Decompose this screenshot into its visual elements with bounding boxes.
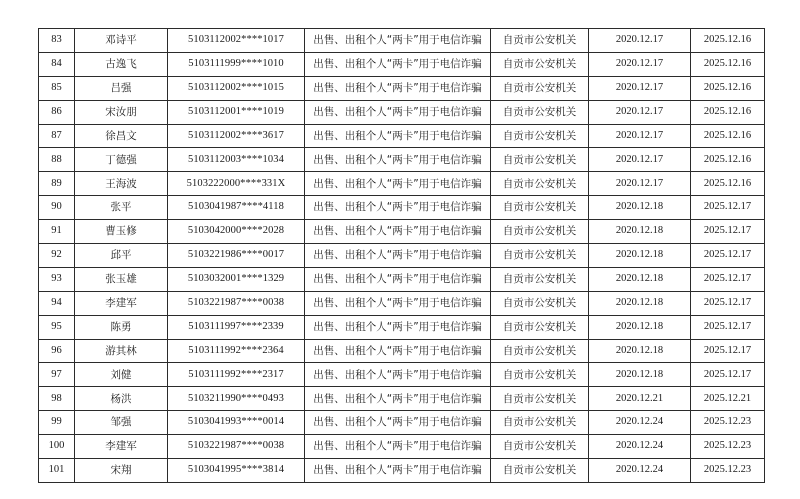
row-number-cell: 100 xyxy=(39,435,75,459)
end-date-cell: 2025.12.17 xyxy=(691,363,765,387)
person-name-cell: 游其林 xyxy=(75,339,168,363)
row-number-cell: 101 xyxy=(39,459,75,483)
person-name-cell: 徐昌文 xyxy=(75,124,168,148)
person-name-cell: 张平 xyxy=(75,196,168,220)
person-name-cell: 杨洪 xyxy=(75,387,168,411)
table-row xyxy=(39,220,765,244)
reason-cell: 出售、出租个人“两卡”用于电信诈骗 xyxy=(305,363,491,387)
id-number-cell: 5103112001****1019 xyxy=(168,100,305,124)
person-name-cell: 丁德强 xyxy=(75,148,168,172)
end-date-cell: 2025.12.17 xyxy=(691,315,765,339)
id-number-cell: 5103112002****3617 xyxy=(168,124,305,148)
reason-cell: 出售、出租个人“两卡”用于电信诈骗 xyxy=(305,435,491,459)
reason-cell: 出售、出租个人“两卡”用于电信诈骗 xyxy=(305,172,491,196)
table-row xyxy=(39,76,765,100)
authority-cell: 自贡市公安机关 xyxy=(491,76,589,100)
end-date-cell: 2025.12.17 xyxy=(691,339,765,363)
start-date-cell: 2020.12.17 xyxy=(589,172,691,196)
table-row xyxy=(39,172,765,196)
row-number-cell: 90 xyxy=(39,196,75,220)
table-row xyxy=(39,459,765,483)
row-number-cell: 85 xyxy=(39,76,75,100)
table-row xyxy=(39,196,765,220)
person-name-cell: 李建军 xyxy=(75,291,168,315)
start-date-cell: 2020.12.17 xyxy=(589,52,691,76)
reason-cell: 出售、出租个人“两卡”用于电信诈骗 xyxy=(305,315,491,339)
table-row xyxy=(39,100,765,124)
authority-cell: 自贡市公安机关 xyxy=(491,124,589,148)
table-row xyxy=(39,29,765,53)
table-row xyxy=(39,267,765,291)
start-date-cell: 2020.12.18 xyxy=(589,244,691,268)
person-name-cell: 李建军 xyxy=(75,435,168,459)
blacklist-table xyxy=(38,28,765,483)
start-date-cell: 2020.12.24 xyxy=(589,435,691,459)
reason-cell: 出售、出租个人“两卡”用于电信诈骗 xyxy=(305,29,491,53)
start-date-cell: 2020.12.18 xyxy=(589,291,691,315)
start-date-cell: 2020.12.18 xyxy=(589,196,691,220)
id-number-cell: 5103221987****0038 xyxy=(168,435,305,459)
authority-cell: 自贡市公安机关 xyxy=(491,100,589,124)
end-date-cell: 2025.12.16 xyxy=(691,124,765,148)
end-date-cell: 2025.12.17 xyxy=(691,196,765,220)
reason-cell: 出售、出租个人“两卡”用于电信诈骗 xyxy=(305,220,491,244)
person-name-cell: 宋翔 xyxy=(75,459,168,483)
id-number-cell: 5103112002****1017 xyxy=(168,29,305,53)
end-date-cell: 2025.12.16 xyxy=(691,76,765,100)
authority-cell: 自贡市公安机关 xyxy=(491,172,589,196)
end-date-cell: 2025.12.16 xyxy=(691,148,765,172)
person-name-cell: 张玉雄 xyxy=(75,267,168,291)
authority-cell: 自贡市公安机关 xyxy=(491,29,589,53)
authority-cell: 自贡市公安机关 xyxy=(491,459,589,483)
reason-cell: 出售、出租个人“两卡”用于电信诈骗 xyxy=(305,124,491,148)
authority-cell: 自贡市公安机关 xyxy=(491,411,589,435)
start-date-cell: 2020.12.17 xyxy=(589,100,691,124)
end-date-cell: 2025.12.23 xyxy=(691,435,765,459)
start-date-cell: 2020.12.17 xyxy=(589,29,691,53)
authority-cell: 自贡市公安机关 xyxy=(491,435,589,459)
table-row xyxy=(39,148,765,172)
start-date-cell: 2020.12.17 xyxy=(589,148,691,172)
authority-cell: 自贡市公安机关 xyxy=(491,267,589,291)
row-number-cell: 84 xyxy=(39,52,75,76)
start-date-cell: 2020.12.24 xyxy=(589,459,691,483)
row-number-cell: 91 xyxy=(39,220,75,244)
end-date-cell: 2025.12.17 xyxy=(691,267,765,291)
id-number-cell: 5103111997****2339 xyxy=(168,315,305,339)
start-date-cell: 2020.12.21 xyxy=(589,387,691,411)
row-number-cell: 97 xyxy=(39,363,75,387)
table-row xyxy=(39,411,765,435)
table-row xyxy=(39,387,765,411)
id-number-cell: 5103111992****2364 xyxy=(168,339,305,363)
id-number-cell: 5103222000****331X xyxy=(168,172,305,196)
reason-cell: 出售、出租个人“两卡”用于电信诈骗 xyxy=(305,267,491,291)
id-number-cell: 5103112003****1034 xyxy=(168,148,305,172)
id-number-cell: 5103112002****1015 xyxy=(168,76,305,100)
start-date-cell: 2020.12.24 xyxy=(589,411,691,435)
person-name-cell: 邱平 xyxy=(75,244,168,268)
reason-cell: 出售、出租个人“两卡”用于电信诈骗 xyxy=(305,339,491,363)
reason-cell: 出售、出租个人“两卡”用于电信诈骗 xyxy=(305,100,491,124)
table-row xyxy=(39,124,765,148)
id-number-cell: 5103111999****1010 xyxy=(168,52,305,76)
reason-cell: 出售、出租个人“两卡”用于电信诈骗 xyxy=(305,411,491,435)
start-date-cell: 2020.12.18 xyxy=(589,267,691,291)
row-number-cell: 88 xyxy=(39,148,75,172)
end-date-cell: 2025.12.16 xyxy=(691,100,765,124)
authority-cell: 自贡市公安机关 xyxy=(491,339,589,363)
row-number-cell: 86 xyxy=(39,100,75,124)
table-row xyxy=(39,244,765,268)
reason-cell: 出售、出租个人“两卡”用于电信诈骗 xyxy=(305,196,491,220)
end-date-cell: 2025.12.23 xyxy=(691,411,765,435)
authority-cell: 自贡市公安机关 xyxy=(491,220,589,244)
authority-cell: 自贡市公安机关 xyxy=(491,52,589,76)
id-number-cell: 5103221987****0038 xyxy=(168,291,305,315)
end-date-cell: 2025.12.16 xyxy=(691,172,765,196)
table-row xyxy=(39,435,765,459)
start-date-cell: 2020.12.17 xyxy=(589,124,691,148)
id-number-cell: 5103221986****0017 xyxy=(168,244,305,268)
person-name-cell: 邹强 xyxy=(75,411,168,435)
start-date-cell: 2020.12.18 xyxy=(589,363,691,387)
person-name-cell: 王海波 xyxy=(75,172,168,196)
person-name-cell: 刘健 xyxy=(75,363,168,387)
table-row xyxy=(39,315,765,339)
table-row xyxy=(39,52,765,76)
start-date-cell: 2020.12.18 xyxy=(589,315,691,339)
row-number-cell: 94 xyxy=(39,291,75,315)
end-date-cell: 2025.12.17 xyxy=(691,244,765,268)
person-name-cell: 宋汝朋 xyxy=(75,100,168,124)
id-number-cell: 5103041993****0014 xyxy=(168,411,305,435)
start-date-cell: 2020.12.17 xyxy=(589,76,691,100)
start-date-cell: 2020.12.18 xyxy=(589,339,691,363)
id-number-cell: 5103032001****1329 xyxy=(168,267,305,291)
reason-cell: 出售、出租个人“两卡”用于电信诈骗 xyxy=(305,244,491,268)
person-name-cell: 曹玉修 xyxy=(75,220,168,244)
end-date-cell: 2025.12.21 xyxy=(691,387,765,411)
end-date-cell: 2025.12.16 xyxy=(691,52,765,76)
reason-cell: 出售、出租个人“两卡”用于电信诈骗 xyxy=(305,387,491,411)
authority-cell: 自贡市公安机关 xyxy=(491,148,589,172)
id-number-cell: 5103041995****3814 xyxy=(168,459,305,483)
row-number-cell: 87 xyxy=(39,124,75,148)
person-name-cell: 吕强 xyxy=(75,76,168,100)
table-row xyxy=(39,291,765,315)
table-row xyxy=(39,339,765,363)
authority-cell: 自贡市公安机关 xyxy=(491,315,589,339)
row-number-cell: 95 xyxy=(39,315,75,339)
person-name-cell: 古逸飞 xyxy=(75,52,168,76)
end-date-cell: 2025.12.17 xyxy=(691,220,765,244)
authority-cell: 自贡市公安机关 xyxy=(491,291,589,315)
row-number-cell: 99 xyxy=(39,411,75,435)
person-name-cell: 邓诗平 xyxy=(75,29,168,53)
id-number-cell: 5103041987****4118 xyxy=(168,196,305,220)
row-number-cell: 96 xyxy=(39,339,75,363)
person-name-cell: 陈勇 xyxy=(75,315,168,339)
row-number-cell: 92 xyxy=(39,244,75,268)
row-number-cell: 89 xyxy=(39,172,75,196)
end-date-cell: 2025.12.23 xyxy=(691,459,765,483)
table-body xyxy=(39,29,765,483)
end-date-cell: 2025.12.17 xyxy=(691,291,765,315)
authority-cell: 自贡市公安机关 xyxy=(491,196,589,220)
reason-cell: 出售、出租个人“两卡”用于电信诈骗 xyxy=(305,291,491,315)
row-number-cell: 98 xyxy=(39,387,75,411)
reason-cell: 出售、出租个人“两卡”用于电信诈骗 xyxy=(305,459,491,483)
table-row xyxy=(39,363,765,387)
row-number-cell: 83 xyxy=(39,29,75,53)
authority-cell: 自贡市公安机关 xyxy=(491,363,589,387)
reason-cell: 出售、出租个人“两卡”用于电信诈骗 xyxy=(305,76,491,100)
start-date-cell: 2020.12.18 xyxy=(589,220,691,244)
id-number-cell: 5103042000****2028 xyxy=(168,220,305,244)
id-number-cell: 5103211990****0493 xyxy=(168,387,305,411)
reason-cell: 出售、出租个人“两卡”用于电信诈骗 xyxy=(305,52,491,76)
id-number-cell: 5103111992****2317 xyxy=(168,363,305,387)
row-number-cell: 93 xyxy=(39,267,75,291)
authority-cell: 自贡市公安机关 xyxy=(491,244,589,268)
authority-cell: 自贡市公安机关 xyxy=(491,387,589,411)
end-date-cell: 2025.12.16 xyxy=(691,29,765,53)
reason-cell: 出售、出租个人“两卡”用于电信诈骗 xyxy=(305,148,491,172)
document-page xyxy=(38,28,764,490)
